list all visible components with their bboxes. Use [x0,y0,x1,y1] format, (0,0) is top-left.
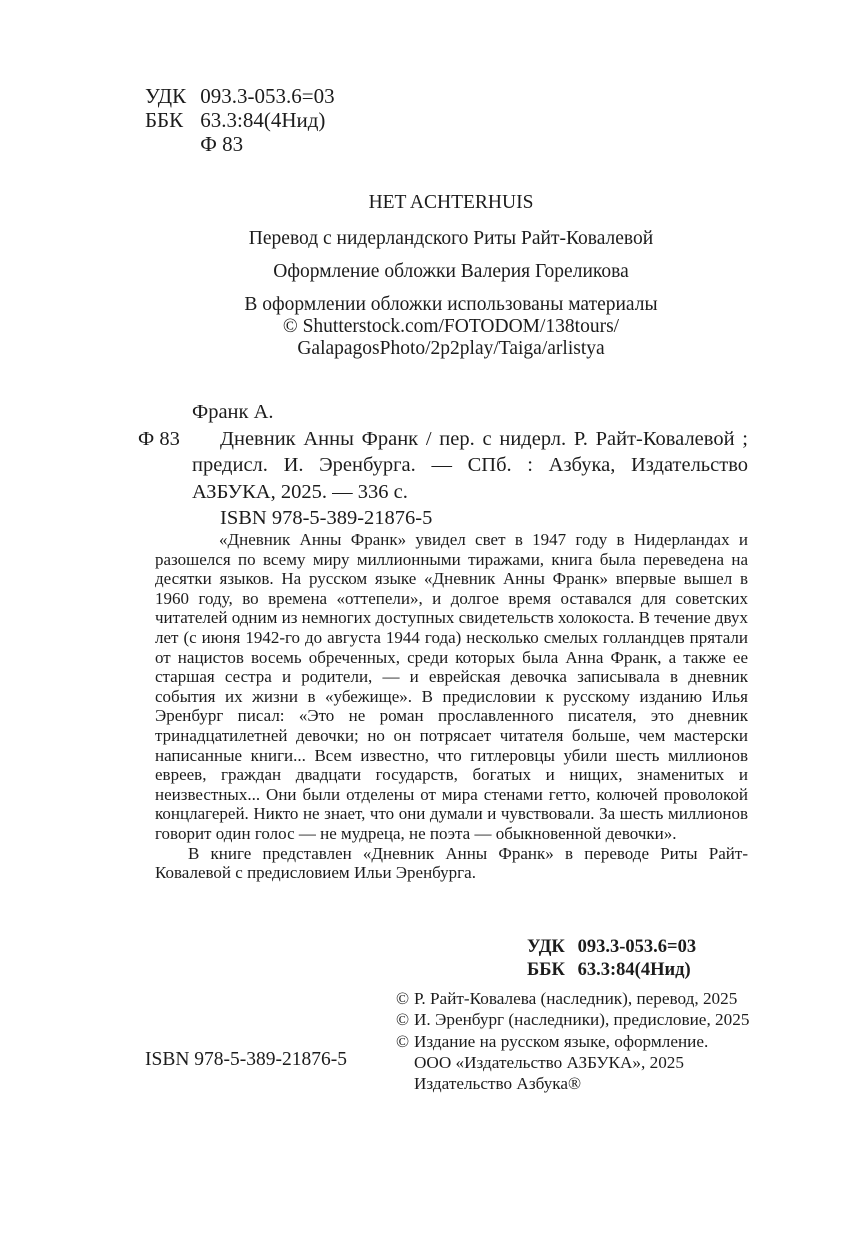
title-credits-block [155,192,747,360]
catalog-isbn: ISBN 978-5-389-21876-5 [220,507,433,529]
copyright-icon: © [396,1010,410,1030]
bbk-code-row-bottom [527,959,696,982]
cover-materials-credit [155,294,747,360]
copyright-icon: © [396,989,410,1008]
copyright-spacer [396,1073,414,1094]
original-title: HET ACHTERHUIS [368,192,534,213]
udc-value: 093.3-053.6=03 [200,84,335,108]
top-classification-codes [145,84,335,156]
bbk-value: 63.3:84(4Нид) [200,108,326,132]
bbk-label: ББК [145,108,184,132]
copyright-text: И. Эренбург (наследники), предисловие, 2025 [414,1010,750,1030]
cover-design-credit: Оформление обложки Валерия Гореликова [273,261,629,282]
cover-materials-line: В оформлении обложки использованы материалы [244,294,658,315]
copyright-line-publisher [396,1052,749,1073]
author-sign-row [145,132,335,156]
copyright-line-edition [396,1031,749,1052]
copyright-line-brand [396,1073,749,1094]
copyright-block [396,988,749,1094]
udc-code-row [145,84,335,108]
copyright-line-translator [396,988,749,1009]
udc-code-row-bottom [527,936,696,959]
catalog-description [138,426,748,506]
annotation-paragraph-1: «Дневник Анны Франк» увидел свет в 1947 году в Нидерландах и разошелся по всему миру миллионными тиражами, книга была переведена на десятки языков. На русском языке «Дневник Анны Франк» впервые вышел в 1960 году, во времена «оттепели», и долгое время оставался для советских читателей одним из немногих доступных свидетельств холокоста. В течение двух лет (с июня 1942-го до августа 1944 года) несколько смелых голландцев прятали от нацистов восемь обреченных, среди которых была Анна Франк, а также ее старшая сестра и родители, — и еврейская девочка записывала в дневник события их жизни в «убежище». В предисловии к русскому изданию Илья Эренбург писал: «Это не роман прославленного писателя, это дневник тринадцатилетней девочки; но он потрясает читателя больше, чем мастерски написанные книги... Всем известно, что гитлеровцы убили шесть миллионов евреев, граждан двадцати государств, богатых и нищих, знаменитых и неизвестных... Они были отделены от мира стенами гетто, колючей проволокой концлагерей. Никто не знает, что они думали и чувствовали. За шесть миллионов говорит один голос — не мудреца, не поэта — обыкновенной девочки». [155,530,748,843]
catalog-description-text: Дневник Анны Франк / пер. с нидерл. Р. Райт-Ковалевой ; предисл. И. Эренбурга. — СПб. : Азбука, Издательство АЗБУКА, 2025. — 336 с. [192,427,748,503]
copyright-icon: © [396,1031,410,1051]
copyright-spacer [396,1052,414,1073]
udc-value-bottom: 093.3-053.6=03 [577,937,697,957]
copyright-text: Издание на русском языке, оформление. [414,1031,709,1051]
copyright-line-preface [396,1009,749,1030]
author-sign-value: Ф 83 [200,132,244,156]
annotation-block [155,530,748,883]
copyright-text: Р. Райт-Ковалева (наследник), перевод, 2025 [414,989,738,1008]
copyright-text: ООО «Издательство АЗБУКА», 2025 [414,1052,684,1072]
catalog-card-entry [138,399,748,532]
udc-label: УДК [145,84,187,108]
udc-label-bottom: УДК [527,937,565,957]
bbk-code-row [145,108,335,132]
bbk-value-bottom: 63.3:84(4Нид) [577,959,691,980]
isbn-bottom: ISBN 978-5-389-21876-5 [145,1049,348,1070]
annotation-paragraph-2: В книге представлен «Дневник Анны Франк» в переводе Риты Райт-Ковалевой с предисловием Ильи Эренбурга. [155,843,748,883]
cover-materials-authors-line: GalapagosPhoto/2p2play/Taiga/arlistya [297,338,605,359]
bottom-classification-codes [527,936,696,981]
catalog-author-code: Ф 83 [138,427,180,450]
translation-credit: Перевод с нидерландского Риты Райт-Ковалевой [248,228,654,249]
catalog-author: Франк А. [192,401,274,423]
cover-materials-source-line: © Shutterstock.com/FOTODOM/138tours/ [282,316,620,337]
copyright-text: Издательство Азбука® [414,1074,582,1094]
bbk-label-bottom: ББК [527,959,565,980]
